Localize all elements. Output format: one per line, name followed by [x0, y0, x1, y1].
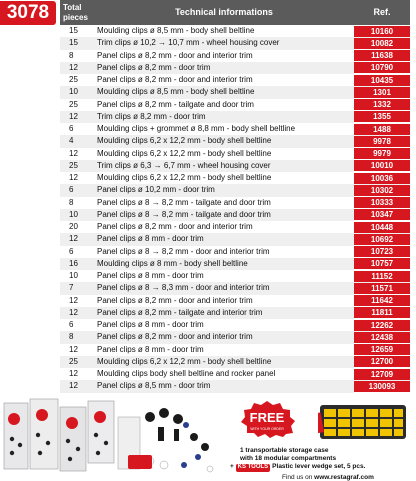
row-description: Trim clips ø 8,2 mm - door trim: [97, 111, 206, 121]
product-code-badge: 3078: [0, 1, 56, 25]
row-reference: 1355: [354, 111, 410, 123]
table-row: [60, 319, 410, 331]
row-description: Panel clips ø 8,5 mm - door trim: [97, 381, 211, 391]
row-reference: 11638: [354, 50, 410, 62]
row-qty: 8: [69, 50, 74, 60]
column-header-qty: Total pieces: [60, 0, 94, 25]
table-row: [60, 25, 410, 37]
table-row: [60, 282, 410, 294]
row-description: Panel clips ø 8,2 mm - tailgate and interior trim: [97, 307, 263, 317]
table-row: [60, 123, 410, 135]
row-qty: 12: [69, 173, 78, 182]
table-row: [60, 270, 410, 282]
row-qty: 4: [69, 136, 74, 146]
row-description: Trim clips ø 10,2 → 10,7 mm - wheel housing cover: [97, 38, 280, 48]
row-description: Moulding clips body shell beltline and rocker panel: [97, 369, 276, 378]
table-row: [60, 86, 410, 98]
row-description: Panel clips ø 10,2 mm - door trim: [97, 185, 215, 195]
row-qty: 12: [69, 307, 78, 317]
row-reference: 9978: [354, 136, 410, 148]
product-photo-icon: [0, 395, 220, 480]
row-description: Moulding clips 6,2 x 12,2 mm - body shell beltline: [97, 148, 272, 158]
row-reference: 10333: [354, 197, 410, 209]
row-qty: 16: [69, 258, 78, 268]
table-row: [60, 233, 410, 245]
row-qty: 6: [69, 124, 74, 133]
row-description: Moulding clips 6,2 x 12,2 mm - body shell beltline: [97, 173, 272, 182]
row-qty: 10: [69, 271, 78, 280]
row-description: Panel clips ø 8 → 8,2 mm - tailgate and door trim: [97, 197, 271, 207]
table-row: [60, 184, 410, 196]
row-description: Panel clips ø 8 → 8,2 mm - door and interior trim: [97, 246, 270, 256]
row-description: Moulding clips ø 8 mm - body shell beltline: [97, 258, 248, 268]
free-badge-icon: [238, 400, 296, 438]
row-description: Panel clips ø 8 mm - door trim: [97, 271, 204, 280]
row-reference: 11811: [354, 307, 410, 319]
row-reference: 12709: [354, 369, 410, 381]
table-row: [60, 356, 410, 368]
row-description: Moulding clips + grommet ø 8,8 mm - body shell beltline: [97, 124, 296, 133]
wedge-set-text: + KS TOOLS Plastic lever wedge set, 5 pcs.: [230, 463, 366, 470]
row-qty: 12: [69, 111, 78, 121]
row-reference: 11152: [354, 271, 410, 283]
free-badge-label: FREE: [249, 410, 285, 425]
row-qty: 12: [69, 234, 78, 244]
row-description: Panel clips ø 8,2 mm - door trim: [97, 62, 211, 72]
row-reference: 12262: [354, 320, 410, 332]
row-description: Moulding clips 6,2 x 12,2 mm - body shell beltline: [97, 356, 272, 366]
row-qty: 6: [69, 185, 74, 195]
row-description: Panel clips ø 8,2 mm - door and interior trim: [97, 332, 253, 342]
row-qty: 12: [69, 369, 78, 378]
row-description: Panel clips ø 8 → 8,3 mm - door and interior trim: [97, 283, 270, 293]
row-qty: 12: [69, 62, 78, 72]
row-reference: 10790: [354, 62, 410, 74]
row-qty: 6: [69, 320, 74, 329]
storage-text-line-2: with 18 modular compartments: [240, 454, 337, 462]
row-reference: 10082: [354, 38, 410, 50]
row-reference: 12659: [354, 344, 410, 356]
row-qty: 7: [69, 283, 74, 293]
row-reference: 10692: [354, 234, 410, 246]
wedge-text: Plastic lever wedge set, 5 pcs.: [272, 463, 366, 470]
table-row: [60, 331, 410, 343]
table-row: [60, 246, 410, 258]
row-reference: 10302: [354, 185, 410, 197]
row-qty: 6: [69, 246, 74, 256]
row-qty: 12: [69, 344, 78, 354]
row-reference: 10160: [354, 26, 410, 38]
row-reference: 1301: [354, 87, 410, 99]
table-row: [60, 99, 410, 111]
row-reference: 12700: [354, 356, 410, 368]
row-qty: 8: [69, 197, 74, 207]
storage-case-text: [240, 447, 336, 462]
column-header-tech: Technical informations: [94, 0, 354, 25]
row-qty: 25: [69, 75, 78, 84]
row-reference: 10036: [354, 173, 410, 185]
parts-table: [60, 25, 410, 393]
row-reference: 1332: [354, 99, 410, 111]
table-row: [60, 135, 410, 147]
table-row: [60, 172, 410, 184]
row-qty: 25: [69, 99, 78, 109]
table-row: [60, 197, 410, 209]
table-row: [60, 160, 410, 172]
row-reference: 10448: [354, 222, 410, 234]
table-row: [60, 62, 410, 74]
row-reference: 10010: [354, 160, 410, 172]
row-reference: 130093: [354, 381, 410, 393]
table-row: [60, 368, 410, 380]
row-reference: 12438: [354, 332, 410, 344]
row-description: Panel clips ø 8 mm - door trim: [97, 344, 204, 354]
table-row: [60, 258, 410, 270]
ks-tools-logo: KS TOOLS: [237, 464, 269, 470]
table-row: [60, 380, 410, 392]
table-row: [60, 111, 410, 123]
row-qty: 10: [69, 87, 78, 97]
storage-text-line-1: 1 transportable storage case: [240, 447, 329, 454]
row-description: Panel clips ø 8,2 mm - tailgate and door trim: [97, 99, 254, 109]
row-description: Trim clips ø 6,3 → 6,7 mm - wheel housing cover: [97, 160, 271, 170]
table-row: [60, 221, 410, 233]
row-qty: 12: [69, 295, 78, 305]
row-qty: 12: [69, 381, 78, 391]
table-row: [60, 344, 410, 356]
row-description: Panel clips ø 8,2 mm - door and interior trim: [97, 295, 253, 305]
table-row: [60, 50, 410, 62]
row-reference: 9979: [354, 148, 410, 160]
table-row: [60, 307, 410, 319]
table-row: [60, 74, 410, 86]
row-qty: 25: [69, 356, 78, 366]
row-qty: 15: [69, 38, 78, 48]
storage-case-icon: [318, 401, 408, 441]
footer-area: [0, 395, 416, 480]
website-link[interactable]: www.restagraf.com: [314, 474, 374, 481]
row-reference: 1488: [354, 124, 410, 136]
row-description: Moulding clips ø 8,5 mm - body shell beltline: [97, 87, 255, 97]
row-qty: 8: [69, 332, 74, 342]
row-description: Panel clips ø 8,2 mm - door and interior trim: [97, 75, 253, 84]
row-reference: 10723: [354, 246, 410, 258]
row-description: Panel clips ø 8 mm - door trim: [97, 234, 204, 244]
row-reference: 10757: [354, 258, 410, 270]
row-description: Panel clips ø 8 mm - door trim: [97, 320, 204, 329]
row-reference: 11642: [354, 295, 410, 307]
row-qty: 25: [69, 160, 78, 170]
table-row: [60, 148, 410, 160]
row-reference: 11571: [354, 283, 410, 295]
row-description: Moulding clips ø 8,5 mm - body shell beltline: [97, 26, 255, 35]
column-header-ref: Ref.: [354, 0, 410, 25]
table-header: [0, 0, 416, 25]
find-us-prefix: Find us on: [282, 474, 313, 481]
row-qty: 12: [69, 148, 78, 158]
row-description: Panel clips ø 8,2 mm - door and interior trim: [97, 222, 253, 231]
row-qty: 10: [69, 209, 78, 219]
table-row: [60, 295, 410, 307]
free-badge-sub: WITH YOUR ORDER: [250, 427, 284, 431]
row-description: Panel clips ø 8 → 8,2 mm - tailgate and door trim: [97, 209, 271, 219]
row-reference: 10435: [354, 75, 410, 87]
row-description: Panel clips ø 8,2 mm - door and interior trim: [97, 50, 253, 60]
table-row: [60, 209, 410, 221]
row-description: Moulding clips 6,2 x 12,2 mm - body shell beltline: [97, 136, 272, 146]
row-qty: 15: [69, 26, 78, 35]
row-qty: 20: [69, 222, 78, 231]
row-reference: 10347: [354, 209, 410, 221]
table-row: [60, 37, 410, 49]
